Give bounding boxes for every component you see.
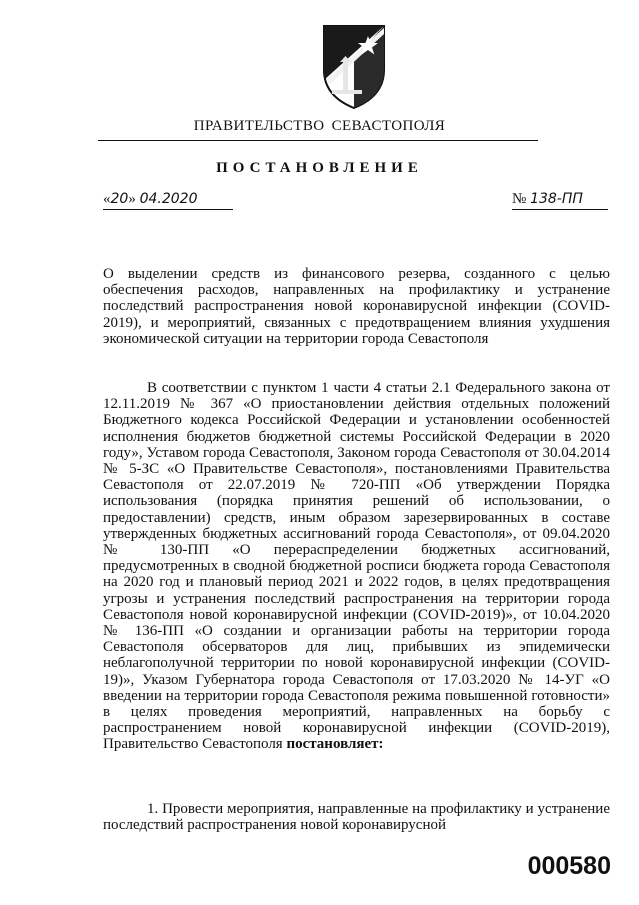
document-type-title: ПОСТАНОВЛЕНИЕ — [216, 160, 423, 176]
document-date — [103, 191, 233, 210]
preamble-text: В соответствии с пунктом 1 части 4 статьи 2.1 Федерального закона от 12.11.2019 № 367 «О приостановлении действия отдельных положений Бюджетного кодекса Российской Федерации и установлении особенностей исполнения бюджетов бюджетной системы Российской Федерации в 2020 году», Уставом города Севастополя, Законом города Севастополя от 30.04.2014 № 5-ЗС «О Правительстве Севастополя», постановлениями Правительства Севастополя от 22.07.2019 № 720-ПП «Об утверждении Порядка использования (порядка принятия решений об использовании, о предоставлении) средств, иным образом зарезервированных в составе утвержденных бюджетных ассигнований города Севастополя», от 09.04.2020 № 130-ПП «О перераспределении бюджетных ассигнований, предусмотренных в сводной бюджетной росписи бюджета города Севастополя на 2020 год и плановый период 2021 и 2022 годов, в целях предотвращения угрозы и устранения последствий распространения на территории города Севастополя новой коронавирусной инфекции (COVID-2019)», от 10.04.2020 № 136-ПП «О создании и организации работы на территории города Севастополя обсерваторов для лиц, прибывших из эпидемически неблагополучной территории по новой коронавирусной инфекции (COVID-19)», Указом Губернатора города Севастополя от 17.03.2020 № 14-УГ «О введении на территории города Севастополя режима повышенной готовности» в целях проведения мероприятий, направленных на борьбу с распространением новой коронавирусной инфекции (COVID-2019), Правительство Севастополя — [103, 380, 610, 753]
number-value: 138-ПП — [530, 191, 583, 207]
document-number — [512, 191, 608, 210]
date-open-quote: « — [103, 191, 111, 207]
government-name: ПРАВИТЕЛЬСТВО СЕВАСТОПОЛЯ — [193, 118, 446, 134]
document-subject: О выделении средств из финансового резерва, созданного с целью обеспечения расходов, направленных на профилактику и устранение последствий распространения новой коронавирусной инфекции (COVID-2019), и мероприятий, связанных с предотвращением влияния ухудшения экономической ситуации на территории города Севастополя — [103, 266, 610, 347]
number-prefix: № — [512, 191, 527, 207]
preamble-paragraph — [103, 380, 610, 753]
document-serial-number: 000580 — [527, 852, 611, 880]
date-close-quote: » — [128, 191, 136, 207]
item-1-paragraph: 1. Провести мероприятия, направленные на профилактику и устранение последствий распространения новой коронавирусной — [103, 801, 610, 834]
header-divider — [98, 140, 538, 141]
sevastopol-coat-of-arms-icon — [318, 18, 390, 110]
operative-word: постановляет: — [286, 736, 384, 753]
date-month-year: 04.2020 — [139, 191, 198, 207]
date-day: 20 — [110, 191, 129, 207]
